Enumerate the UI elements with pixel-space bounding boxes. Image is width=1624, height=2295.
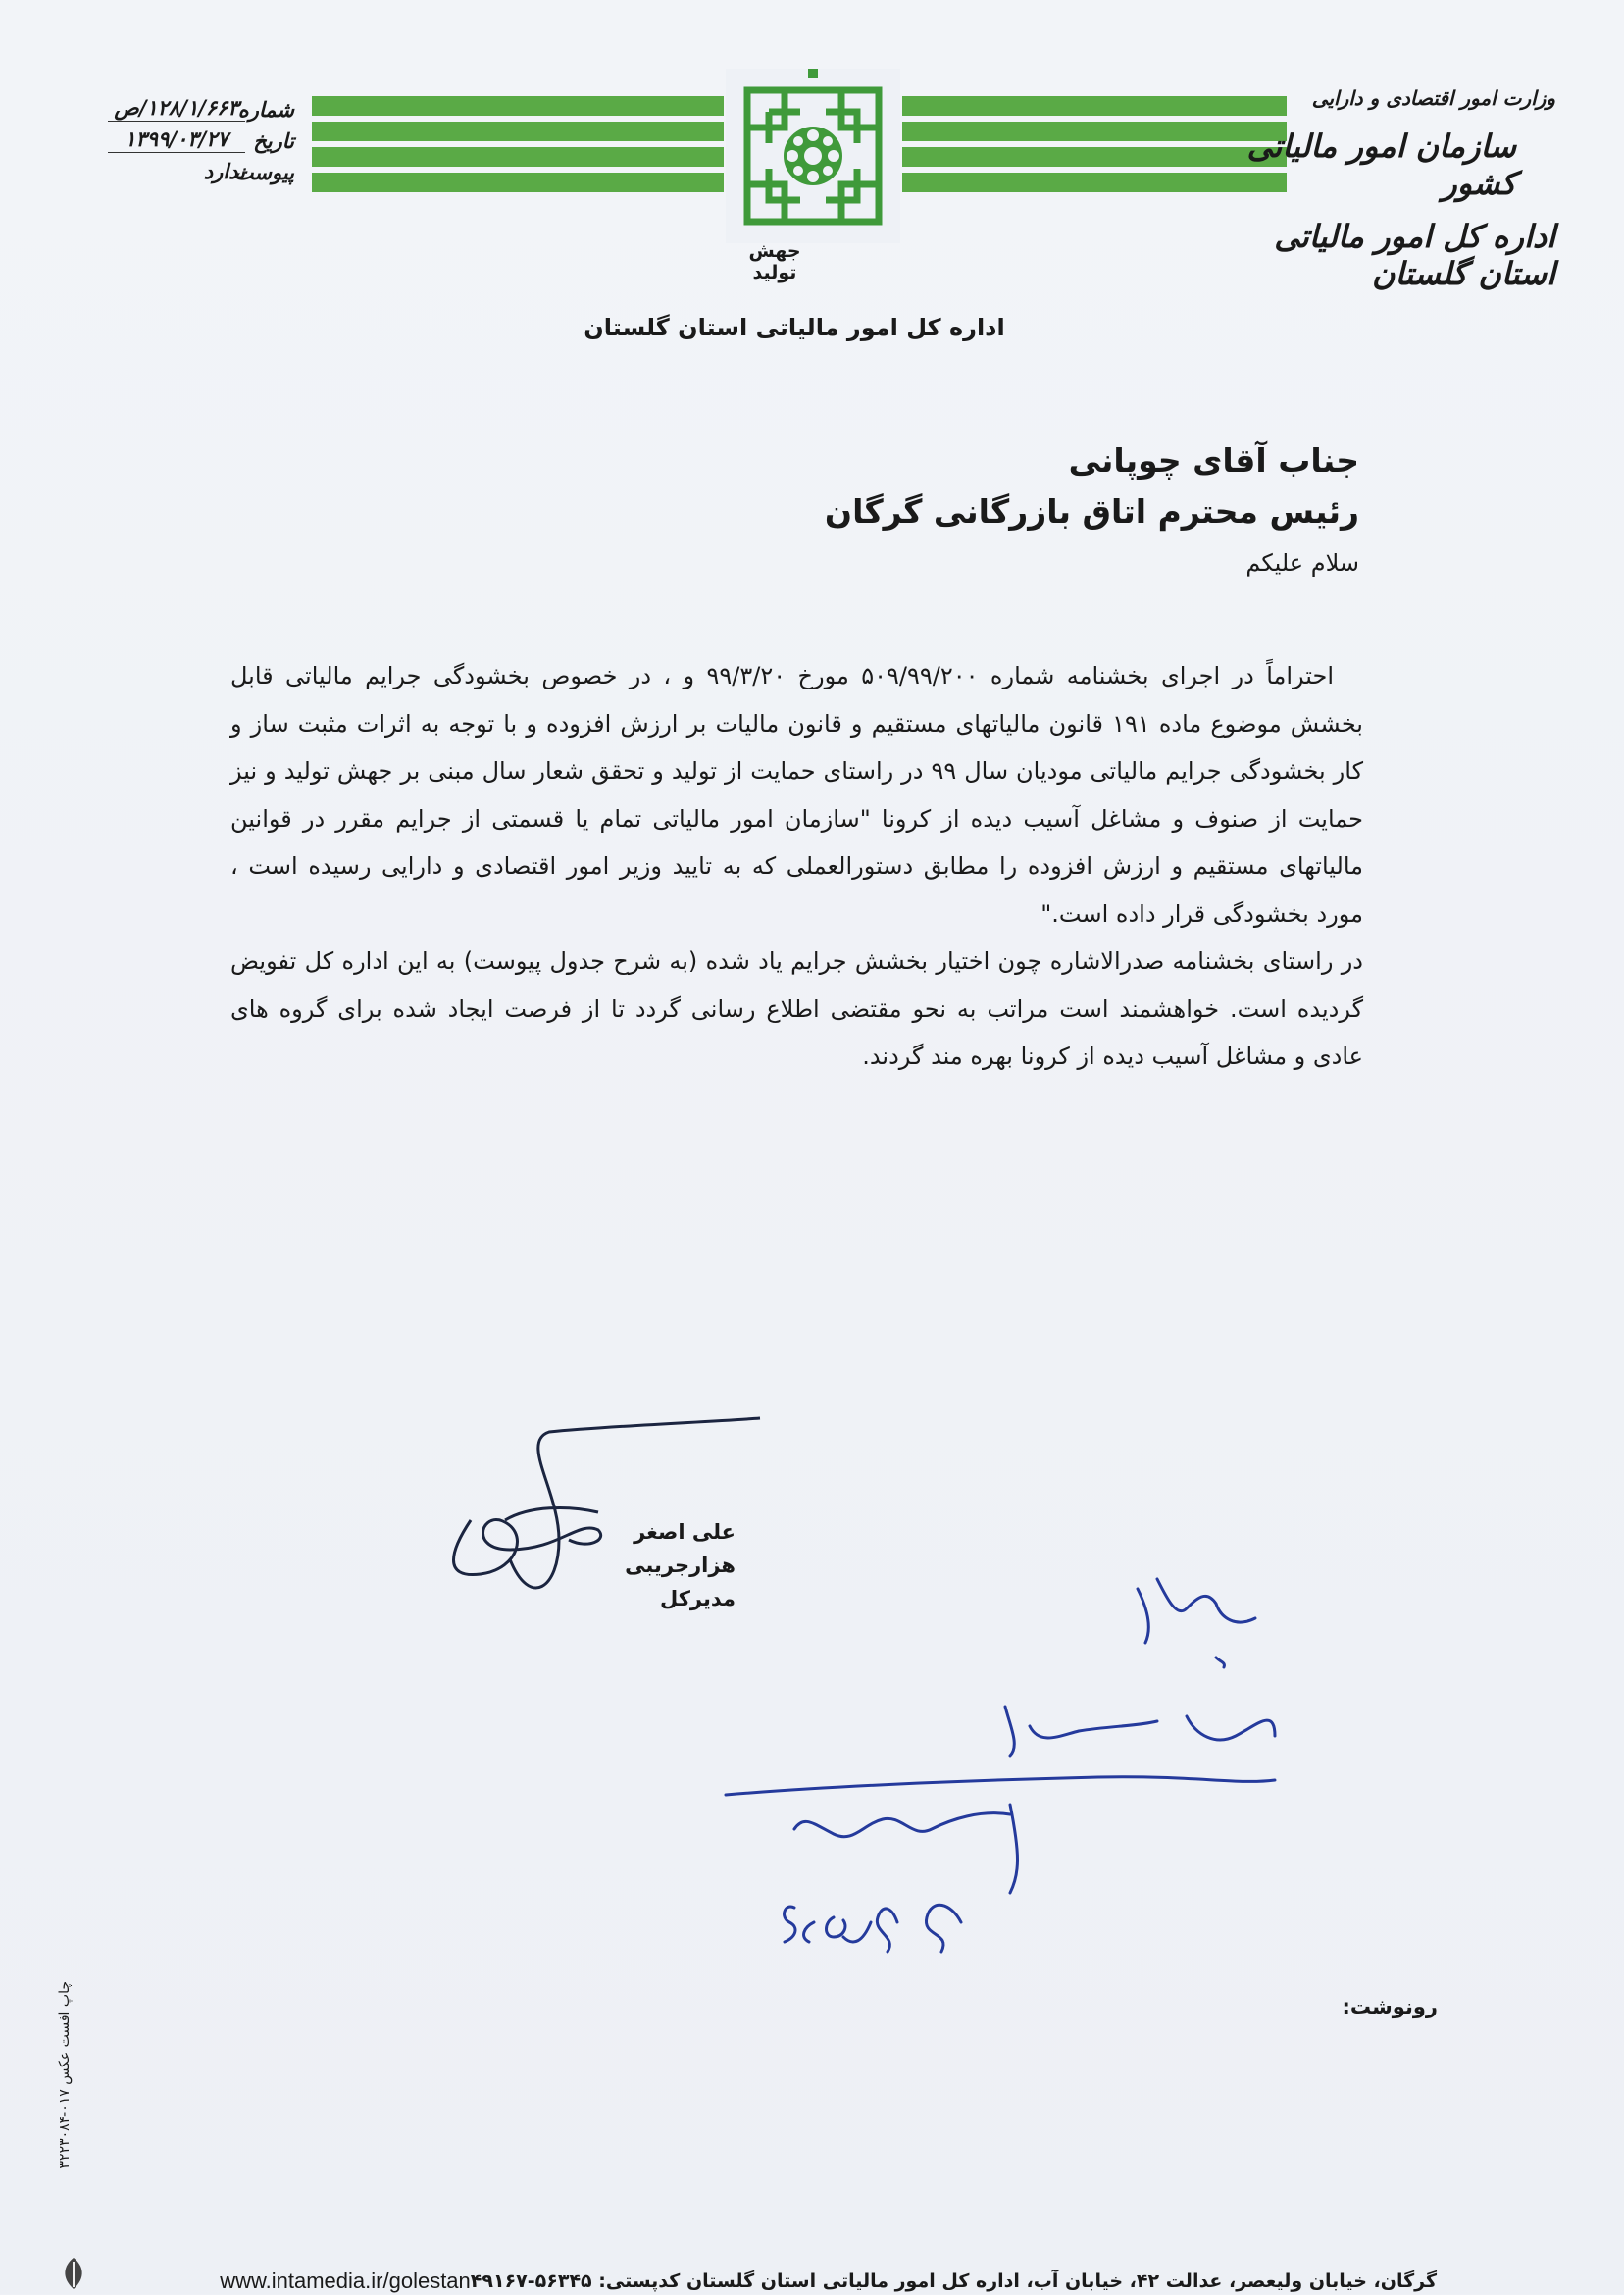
- footer-address: گرگان، خیابان ولیعصر، عدالت ۴۲، خیابان آب، اداره کل امور مالیاتی استان گلستان کدپستی: ۵۶۳۴۵-۴۹۱۶۷: [470, 2270, 1437, 2292]
- organization-name: سازمان امور مالیاتی کشور: [1246, 128, 1516, 202]
- handwritten-annotation-icon: [686, 1550, 1353, 1981]
- attachment-label: پیوست: [233, 160, 294, 184]
- addressee-title: رئیس محترم اتاق بازرگانی گرگان: [824, 492, 1359, 531]
- tax-organization-logo-icon: [726, 69, 900, 243]
- date-label: تاریخ: [253, 128, 294, 153]
- body-paragraph-1: احتراماً در اجرای بخشنامه شماره ۵۰۹/۹۹/۲۰۰ مورخ ۹۹/۳/۲۰ و ، در خصوص بخشودگی جرایم مالیاتی قابل بخشش موضوع ماده ۱۹۱ قانون مالیاتهای مستقیم و قانون مالیات بر ارزش افزوده و با توجه به اثرات مثبت ساز و کار بخشودگی جرایم مالیاتی مودیان سال ۹۹ در راستای حمایت از تولید و تحقق شعار سال مبنی بر جهش تولید و نیز حمایت از صنوف و مشاغل آسیب دیده از کرونا "سازمان امور مالیاتی تمام یا قسمتی از جرایم مقرر در قوانین مالیاتهای مستقیم و ارزش افزوده را مطابق دستورالعملی که به تایید وزیر امور اقتصادی و دارایی رسیده است ، مورد بخشودگی قرار داده است.": [230, 662, 1364, 928]
- cc-label: رونوشت:: [1342, 1995, 1438, 2018]
- organization-block: [1232, 86, 1555, 292]
- number-label: شماره: [237, 97, 294, 122]
- year-slogan: جهش تولید: [748, 240, 801, 283]
- ministry-name: وزارت امور اقتصادی و دارایی: [1311, 86, 1555, 110]
- print-shop-note: [57, 1981, 80, 2217]
- greeting: سلام علیکم: [1245, 549, 1359, 577]
- addressee-name: جناب آقای چوپانی: [1068, 441, 1359, 480]
- attachment-value: ندارد: [203, 159, 245, 183]
- number-row: [98, 90, 294, 122]
- date-value: ۱۳۹۹/۰۳/۲۷: [108, 127, 245, 153]
- print-shop-logo-icon: [59, 2256, 88, 2291]
- date-row: [98, 122, 294, 153]
- header-band-right: [902, 96, 1287, 218]
- department-name: اداره کل امور مالیاتی استان گلستان: [1274, 218, 1555, 292]
- signer-name: علی اصغر هزارجریبی: [625, 1520, 736, 1577]
- letter-body: [230, 652, 1363, 1081]
- number-value: ۱۲۸/۱/۶۶۳/ص: [108, 95, 245, 122]
- footer-website: www.intamedia.ir/golestan: [220, 2269, 471, 2293]
- signer-title: مدیرکل: [659, 1587, 736, 1610]
- letter-footer: [220, 2268, 1437, 2295]
- issuer-title: اداره کل امور مالیاتی استان گلستان: [584, 314, 1005, 341]
- body-paragraph-2: در راستای بخشنامه صدرالاشاره چون اختیار بخشش جرایم یاد شده (به شرح جدول پیوست) به این اداره کل تفویض گردیده است. خواهشمند است مراتب به نحو مقتضی اطلاع رسانی گردد تا از فرصت ایجاد شده برای گروه های عادی و مشاغل آسیب دیده از کرونا بهره مند گردند.: [230, 947, 1363, 1070]
- header-band-left: [312, 96, 724, 218]
- letter-meta: [98, 90, 294, 184]
- addressee-block: [825, 441, 1359, 588]
- print-shop-text: چاپ افست عکس ۰۱۷-۳۲۲۳۰۸۴: [57, 1981, 73, 2168]
- attachment-row: [98, 153, 294, 184]
